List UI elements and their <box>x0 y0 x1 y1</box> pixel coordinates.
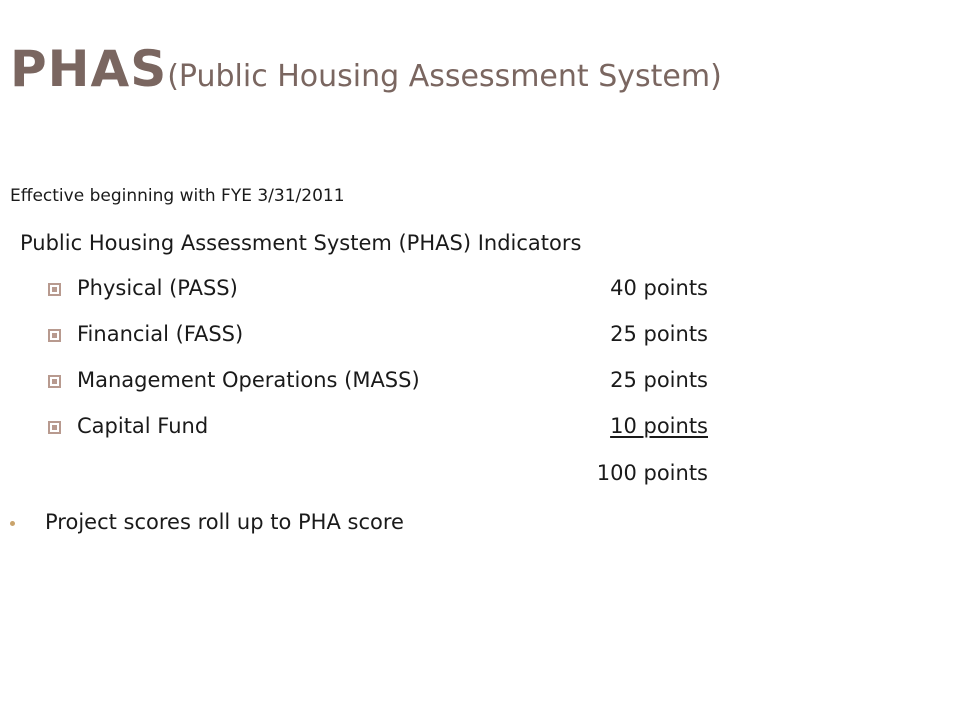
square-bullet-icon <box>48 375 61 388</box>
indicator-points: 40 points <box>610 276 708 300</box>
indicator-row-capital-fund <box>48 414 708 444</box>
indicator-points: 10 points <box>610 414 708 438</box>
indicator-points: 25 points <box>610 322 708 346</box>
indicator-label: Physical (PASS) <box>77 276 238 300</box>
square-bullet-icon <box>48 421 61 434</box>
slide-title-main: PHAS <box>10 40 168 98</box>
indicator-label: Capital Fund <box>77 414 209 438</box>
slide-title-subtitle: (Public Housing Assessment System) <box>167 59 722 94</box>
effective-date-text: Effective beginning with FYE 3/31/2011 <box>10 186 345 206</box>
note-text: Project scores roll up to PHA score <box>45 510 404 534</box>
indicator-row-physical <box>48 276 708 306</box>
indicator-row-financial <box>48 322 708 352</box>
indicator-label: Financial (FASS) <box>77 322 244 346</box>
dot-bullet-icon <box>10 521 15 526</box>
square-bullet-icon <box>48 329 61 342</box>
slide-title <box>10 40 722 98</box>
indicator-label: Management Operations (MASS) <box>77 368 420 392</box>
indicator-row-management <box>48 368 708 398</box>
total-points: 100 points <box>596 461 708 485</box>
square-bullet-icon <box>48 283 61 296</box>
indicator-points: 25 points <box>610 368 708 392</box>
indicators-heading: Public Housing Assessment System (PHAS) Indicators <box>20 231 582 255</box>
